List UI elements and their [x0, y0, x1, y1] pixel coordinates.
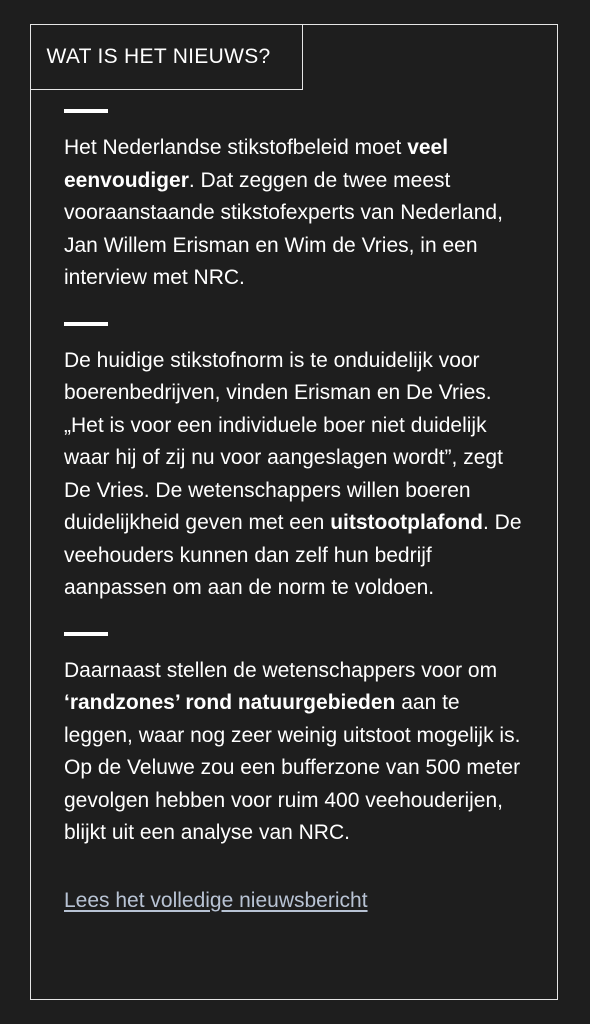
read-full-article-link[interactable]: Lees het volledige nieuwsbericht [64, 888, 368, 912]
paragraph-text: Het Nederlandse stikstofbeleid moet [64, 136, 408, 159]
divider-dash [64, 322, 108, 326]
summary-paragraph-2 [64, 345, 530, 605]
divider-dash [64, 109, 108, 113]
summary-paragraph-3 [64, 655, 530, 850]
paragraph-bold-text: veel eenvoudiger [64, 136, 449, 192]
news-summary-card [30, 24, 558, 1000]
paragraph-text: . De veehouders kunnen dan zelf hun bedrijf aanpassen om aan de norm te voldoen. [64, 511, 522, 599]
divider-dash [64, 632, 108, 636]
paragraph-text: Daarnaast stellen de wetenschappers voor om [64, 658, 498, 682]
paragraph-text: De huidige stikstofnorm is te onduidelijk voor boerenbedrijven, vinden Erisman en De Vries. „Het is voor een individuele boer niet duidelijk waar hij of zij nu voor aangeslagen wordt”, zegt De Vries. De wetenschappers willen boeren duidelijkheid geven met een [64, 348, 503, 534]
paragraph-bold-text: uitstootplafond [330, 511, 483, 534]
paragraph-bold-text: ‘randzones’ rond natuurgebieden [64, 691, 396, 714]
summary-content [64, 109, 530, 913]
paragraph-text: aan te leggen, waar nog zeer weinig uitstoot mogelijk is. Op de Veluwe zou een bufferzone van 500 meter gevolgen hebben voor ruim 400 veehouderijen, blijkt uit een analyse van NRC. [64, 691, 521, 844]
header-box [30, 24, 303, 90]
paragraph-text: . Dat zeggen de twee meest vooraanstaande stikstofexperts van Nederland, Jan Willem Erisman en Wim de Vries, in een interview met NRC. [64, 168, 503, 289]
section-title: WAT IS HET NIEUWS? [46, 44, 271, 68]
summary-paragraph-1 [64, 132, 530, 295]
